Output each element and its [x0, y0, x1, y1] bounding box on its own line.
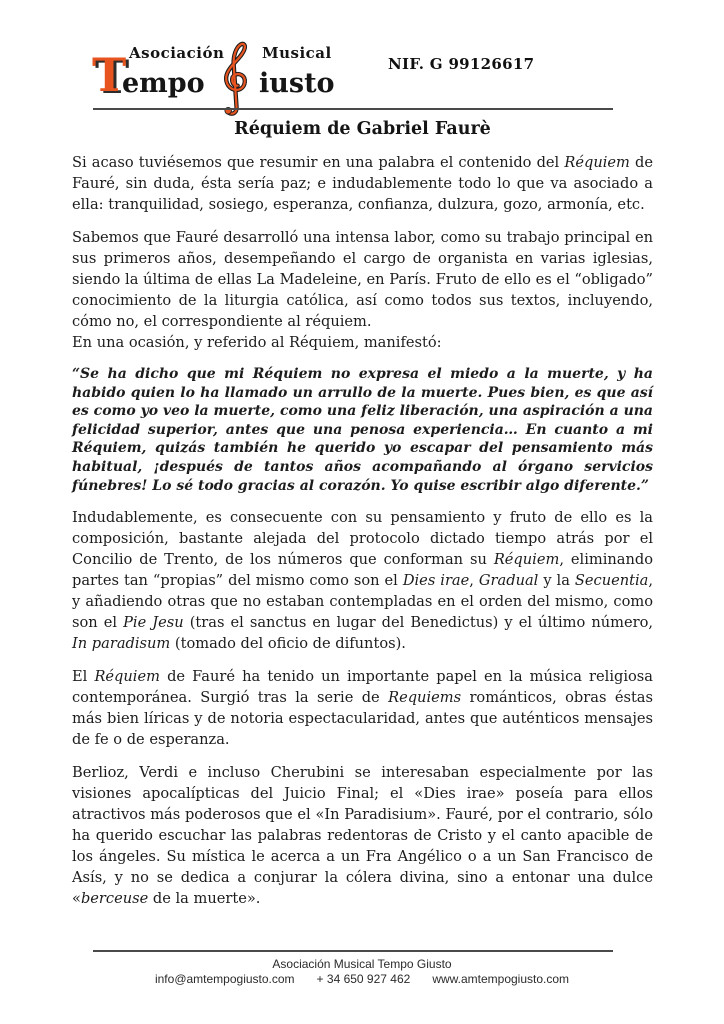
quote-paragraph: “Se ha dicho que mi Réquiem no expresa el miedo a la muerte, y ha habido quien lo ha llamado un arrullo de la muerte. Pues bien, es que así es como yo veo la muerte, como una feliz liberación, una aspiración a una felicidad superior, antes que una penosa experiencia… En cuanto a mi Réquiem, quizás también he querido yo escapar del pensamiento más habitual, ¡después de tantos años acompañando al órgano servicios fúnebres! Lo sé todo gracias al corazón. Yo quise escribir algo diferente.”	[72, 366, 653, 494]
document-body	[72, 152, 653, 921]
footer-divider	[93, 950, 613, 952]
footer-org-name: Asociación Musical Tempo Giusto	[272, 957, 452, 971]
body-paragraph: Indudablemente, es consecuente con su pensamiento y fruto de ello es la composición, bastante alejada del protocolo dictado tiempo atrás por el Concilio de Trento, de los números que conforman su Réquiem, eliminando partes tan “propias” del mismo como son el Dies irae, Gradual y la Secuentia, y añadiendo otras que no estaban contempladas en el orden del mismo, como son el Pie Jesu (tras el sanctus en lugar del Benedictus) y el último número, In paradisum (tomado del oficio de difuntos).	[72, 509, 654, 653]
body-paragraph: Sabemos que Fauré desarrolló una intensa labor, como su trabajo principal en sus primeros años, desempeñando el cargo de organista en varias iglesias, siendo la última de ellas La Madeleine, en París. Fruto de ello es el “obligado” conocimiento de la liturgia católica, así como todos sus textos, incluyendo, cómo no, el correspondiente al réquiem. En una ocasión, y referido al Réquiem, manifestó:	[72, 229, 653, 351]
footer	[0, 957, 724, 987]
body-paragraph: Berlioz, Verdi e incluso Cherubini se interesaban especialmente por las visiones apocalípticas del Juicio Final; el «Dies irae» poseía para ellos atractivos más poderosos que el «In Paradisium». Fauré, por el contrario, sólo ha querido escuchar las palabras redentoras de Cristo y el canto apacible de los ángeles. Su mística le acerca a un Fra Angélico o a un San Francisco de Asís, y no se dedica a conjurar la cólera divina, sino a entonar una dulce «berceuse de la muerte».	[72, 764, 653, 908]
body-paragraph: El Réquiem de Fauré ha tenido un importante papel en la música religiosa contemporánea. Surgió tras la serie de Requiems románticos, obras éstas más bien líricas y de notoria espectacularidad, antes que auténticos mensajes de fe o de esperanza.	[72, 668, 653, 749]
treble-clef-icon	[210, 38, 258, 118]
logo-word-asociacion: Asociación	[129, 44, 225, 62]
logo-letter-t: T	[92, 48, 127, 102]
footer-contacts	[0, 972, 724, 987]
footer-phone: + 34 650 927 462	[316, 972, 411, 986]
header-divider	[93, 108, 613, 110]
nif-number: NIF. G 99126617	[388, 55, 535, 73]
footer-website: www.amtempogiusto.com	[432, 972, 570, 986]
body-paragraph: Si acaso tuviésemos que resumir en una palabra el contenido del Réquiem de Fauré, sin duda, ésta sería paz; e indudablemente todo lo que va asociado a ella: tranquilidad, sosiego, esperanza, confianza, dulzura, gozo, armonía, etc.	[72, 154, 653, 213]
logo-word-iusto: iusto	[259, 68, 335, 99]
logo-word-musical: Musical	[262, 44, 332, 62]
footer-email: info@amtempogiusto.com	[154, 972, 295, 986]
logo-word-empo: empo	[122, 68, 205, 99]
page-title: Réquiem de Gabriel Faurè	[234, 119, 491, 139]
